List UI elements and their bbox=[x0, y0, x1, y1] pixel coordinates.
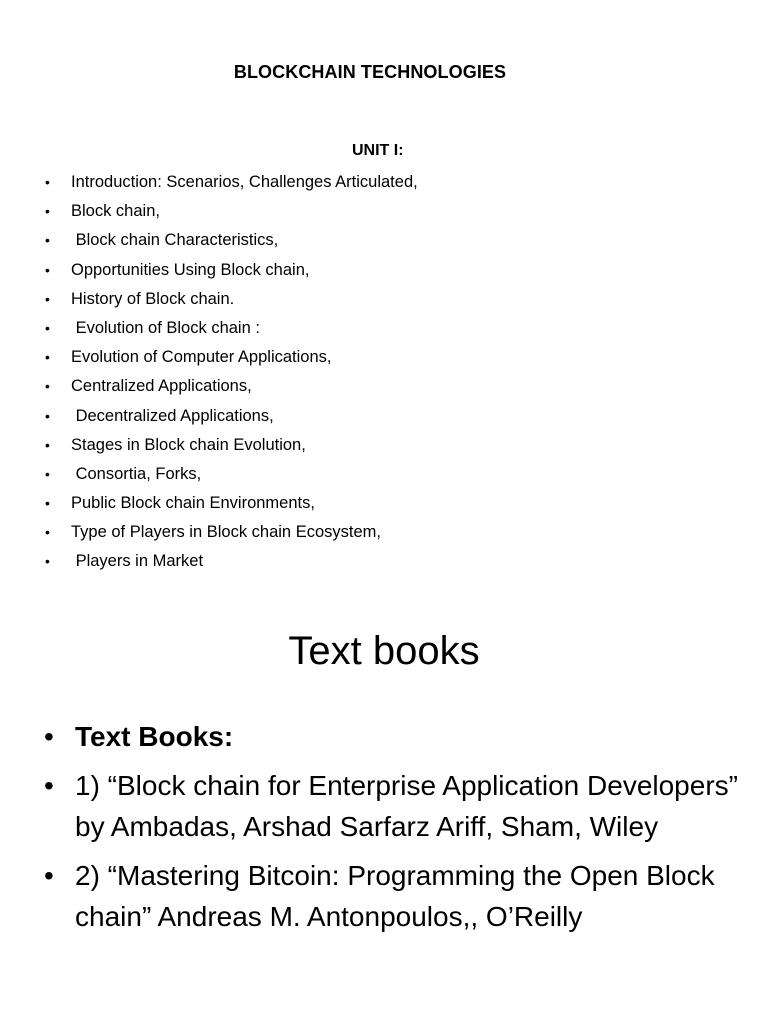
topic-item bbox=[0, 462, 740, 491]
topic-text: Public Block chain Environments, bbox=[71, 494, 315, 513]
topic-item bbox=[0, 404, 740, 433]
bullet-icon: • bbox=[45, 290, 50, 307]
topic-text: Consortia, Forks, bbox=[71, 464, 202, 483]
topic-item bbox=[0, 170, 740, 199]
topic-text: Stages in Block chain Evolution, bbox=[71, 435, 306, 454]
textbook-list bbox=[0, 716, 740, 945]
textbook-item bbox=[0, 765, 740, 847]
topic-item bbox=[0, 520, 740, 549]
topic-text: Type of Players in Block chain Ecosystem, bbox=[71, 523, 381, 542]
topic-text: Evolution of Block chain : bbox=[71, 318, 260, 337]
topic-text: Introduction: Scenarios, Challenges Articulated, bbox=[71, 173, 418, 191]
bullet-icon: • bbox=[44, 860, 54, 891]
topic-item bbox=[0, 433, 740, 462]
topic-item bbox=[0, 199, 740, 228]
document-title: BLOCKCHAIN TECHNOLOGIES bbox=[233, 62, 507, 82]
textbook-item bbox=[0, 855, 740, 937]
bullet-icon: • bbox=[45, 174, 50, 190]
bullet-icon: • bbox=[45, 203, 50, 220]
topic-text: Centralized Applications, bbox=[71, 377, 252, 396]
topic-text: Block chain Characteristics, bbox=[71, 231, 279, 250]
textbook-citation: 1) “Block chain for Enterprise Application Developers” by Ambadas, Arshad Sarfarz Ariff, Sham, Wiley bbox=[75, 770, 738, 842]
bullet-icon: • bbox=[45, 349, 50, 366]
bullet-icon: • bbox=[45, 232, 50, 249]
bullet-icon: • bbox=[45, 524, 50, 541]
bullet-icon: • bbox=[45, 407, 50, 424]
topic-text: Evolution of Computer Applications, bbox=[71, 348, 332, 367]
bullet-icon: • bbox=[45, 436, 50, 453]
topic-item bbox=[0, 345, 740, 374]
topic-text: Block chain, bbox=[71, 202, 160, 221]
bullet-icon: • bbox=[45, 465, 50, 482]
bullet-icon: • bbox=[44, 770, 54, 801]
bullet-icon: • bbox=[45, 261, 50, 278]
bullet-icon: • bbox=[45, 495, 50, 512]
bullet-icon: • bbox=[45, 319, 50, 336]
bullet-icon: • bbox=[44, 721, 54, 752]
textbook-heading-item bbox=[0, 716, 740, 757]
topic-text: Players in Market bbox=[71, 552, 204, 571]
unit-heading: UNIT I: bbox=[352, 142, 404, 159]
textbooks-title: Text books bbox=[288, 629, 480, 673]
bullet-icon: • bbox=[45, 553, 50, 570]
textbook-heading: Text Books: bbox=[75, 721, 234, 752]
topic-item bbox=[0, 374, 740, 403]
topic-text: Decentralized Applications, bbox=[71, 406, 274, 425]
topic-item bbox=[0, 228, 740, 257]
topic-text: History of Block chain. bbox=[71, 289, 235, 308]
topic-item bbox=[0, 258, 740, 287]
bullet-icon: • bbox=[45, 378, 50, 395]
topic-item bbox=[0, 549, 740, 578]
topic-item bbox=[0, 491, 740, 520]
topic-item bbox=[0, 316, 740, 345]
topic-list bbox=[0, 170, 740, 579]
topic-text: Opportunities Using Block chain, bbox=[71, 260, 310, 279]
textbook-citation: 2) “Mastering Bitcoin: Programming the Open Block chain” Andreas M. Antonpoulos,, O’Reilly bbox=[75, 860, 715, 932]
topic-item bbox=[0, 287, 740, 316]
